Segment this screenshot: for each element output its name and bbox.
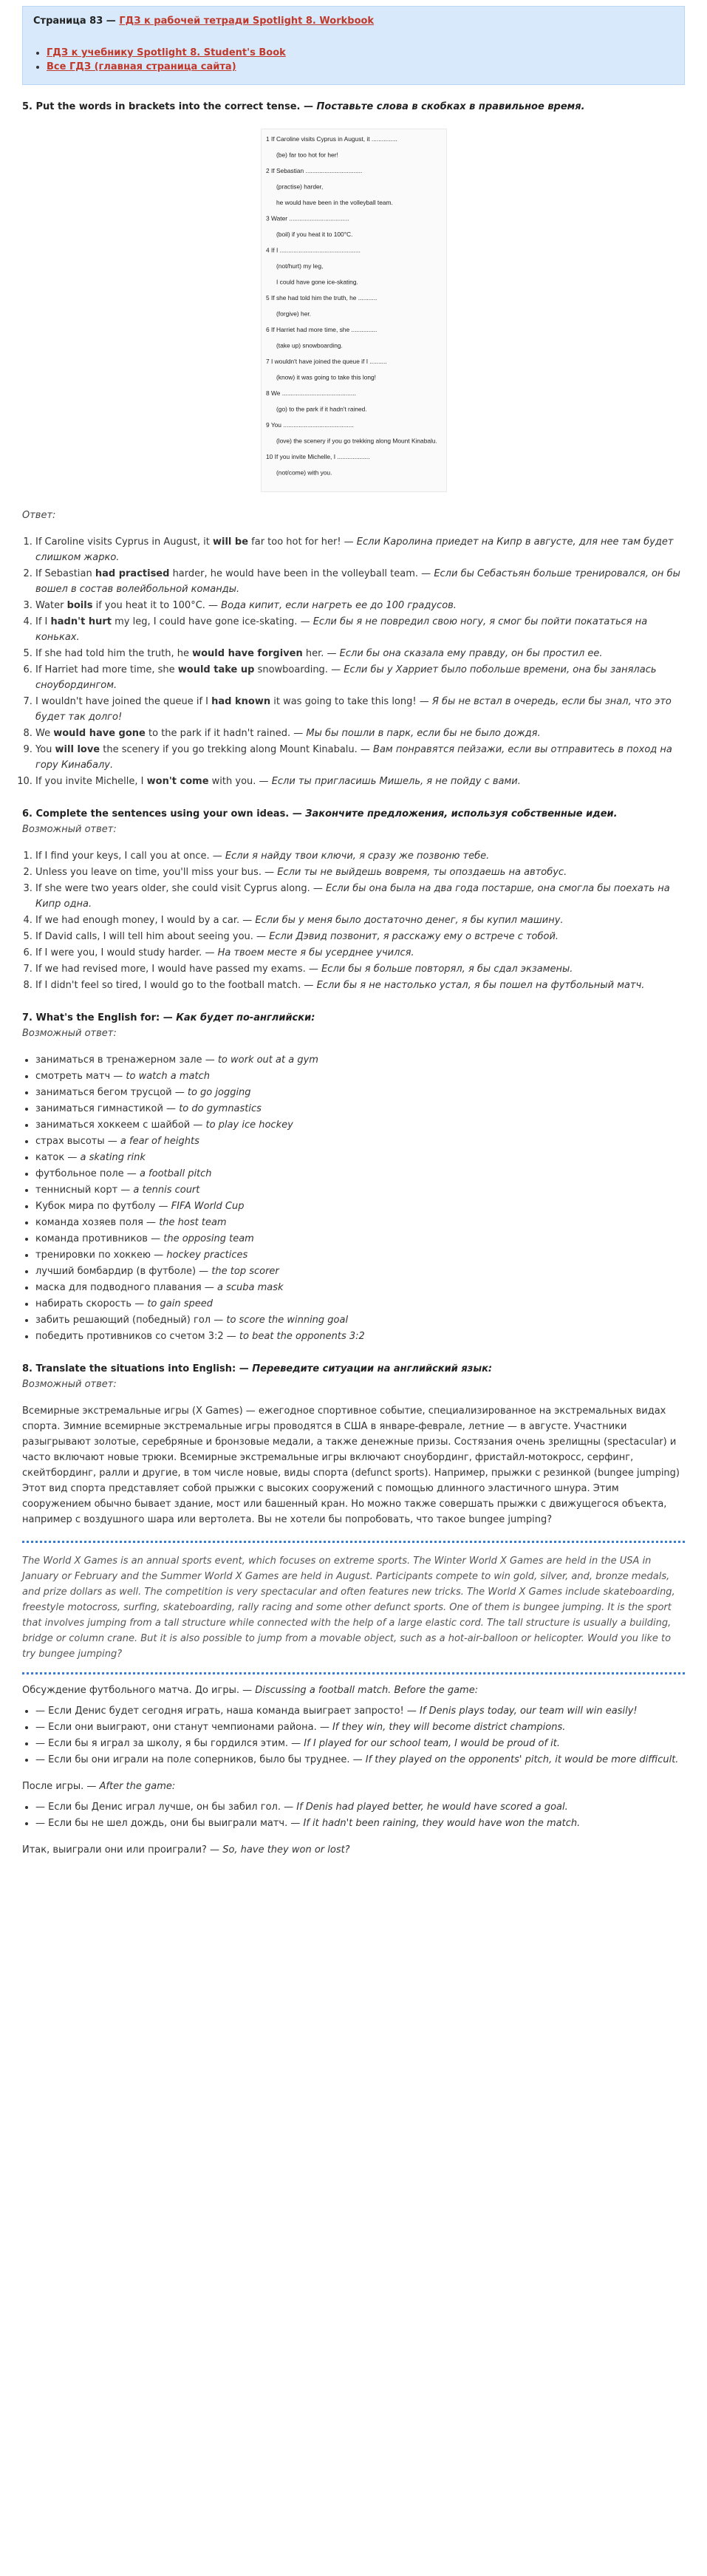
nav-link-item	[47, 61, 674, 72]
answer-text: her. —	[302, 648, 340, 659]
answer-verb: boils	[66, 600, 93, 611]
exercise-6-title-en: 6. Complete the sentences using your own ideas. —	[22, 808, 306, 820]
russian-phrase: команда противников —	[35, 1233, 164, 1244]
exercise-8-title	[22, 1363, 685, 1374]
english-phrase: to do gymnastics	[179, 1103, 262, 1114]
russian-phrase: заниматься в тренажерном зале —	[35, 1054, 218, 1066]
english-phrase: to score the winning goal	[226, 1315, 349, 1326]
answer-translation: Если я найду твои ключи, я сразу же позвоню тебе.	[225, 851, 490, 862]
answer-verb: won't come	[146, 776, 209, 787]
final-question	[22, 1844, 685, 1856]
scan-line: (love) the scenery if you go trekking along Mount Kinabalu.	[276, 437, 437, 445]
before-game-list	[22, 1703, 685, 1768]
russian-phrase: заниматься бегом трусцой —	[35, 1087, 188, 1098]
dotted-divider	[22, 1541, 685, 1543]
dialogue-line	[35, 1736, 685, 1751]
answer-translation: Если бы она была на два года постарше, она смогла бы поехать на Кипр одна.	[35, 883, 670, 910]
answer-translation: Если бы у Харриет было побольше времени, она бы занялась сноубордингом.	[35, 664, 657, 691]
vocabulary-item	[35, 1199, 685, 1214]
nav-links	[33, 47, 674, 72]
russian-phrase: теннисный корт —	[35, 1185, 134, 1196]
dialogue-line	[35, 1720, 685, 1735]
answer-text: Water	[35, 600, 67, 611]
english-translation: The World X Games is an annual sports event, which focuses on extreme sports. The Winter World X Games are held in the USA in January or February and the Summer World X Games are held in August. Participants compete to win gold, silver, and, bronze medals, and prize dollars as well. The competition is very spectacular and often features new tricks. The World X Games include skateboarding, freestyle motocross, surfing, skateboarding, rally racing and some other defunct sports. One of them is bungee jumping. It is the sport that involves jumping from a tall structure while connected with the help of a large elastic cord. The tall structure is usually a building, bridge or column crane. But it is also possible to jump from a movable object, such as a hot-air-balloon or helicopter. Would you like to try bungee jumping?	[22, 1556, 675, 1660]
exercise-7-title-ru: Как будет по-английски:	[176, 1012, 315, 1023]
answer-translation: Вода кипит, если нагреть ее до 100 градусов.	[221, 600, 457, 611]
scan-line: (know) it was going to take this long!	[276, 373, 376, 381]
vocabulary-item	[35, 1215, 685, 1230]
vocabulary-item	[35, 1150, 685, 1165]
scan-line: 6 If Harriet had more time, she ...............	[265, 326, 377, 333]
vocabulary-item	[35, 1231, 685, 1247]
answer-text: You	[35, 744, 55, 755]
english-phrase: to beat the opponents 3:2	[239, 1331, 365, 1342]
exercise-7-title-en: 7. What's the English for: —	[22, 1012, 177, 1023]
page-prefix: Страница 83 —	[33, 16, 120, 27]
answer-translation: Вам понравятся пейзажи, если вы отправитесь в поход на гору Кинабалу.	[35, 744, 672, 771]
scan-line: (take up) snowboarding.	[276, 341, 343, 350]
dialogue-line	[35, 1816, 685, 1831]
possible-answer-label: Возможный ответ:	[22, 824, 117, 835]
english-phrase: to go jogging	[187, 1087, 251, 1098]
russian-text: Всемирные экстремальные игры (X Games) — ежегодное спортивное событие, специализированное на экстремальных видах спорта. Зимние всемирные экстремальные игры проводятся в США в январе-феврале, летние — в августе. Участники разыгрывают золотые, серебряные и бронзовые медали, а также денежные призы. Состязания очень зрелищны (spectacular) и часто включают новые трюки. Всемирные экстремальные игры включают сноубординг, фристайл-мотокросс, серфинг, скейтбординг, ралли и другие, в том числе новые, виды спорта (defunct sports). Например, прыжки с резинкой (bungee jumping) Этот вид спорта представляет собой прыжки с высоких сооружений с помощью длинного эластичного шнура. Этим сооружением обычно бывает здание, мост или башенный кран. Но можно также совершать прыжки с движущегося объекта, например с воздушного шара или вертолета. Вы не хотели бы попробовать, что такое bungee jumping?	[22, 1405, 680, 1525]
answer-text: Unless you leave on time, you'll miss your bus. —	[35, 867, 278, 878]
vocabulary-item	[35, 1247, 685, 1263]
answer-verb: had known	[211, 696, 271, 707]
scan-line: (forgive) her.	[276, 310, 311, 318]
scan-line: (boil) if you heat it to 100°C.	[276, 231, 352, 238]
russian-phrase: тренировки по хоккею —	[35, 1250, 167, 1261]
russian-line: — Если они выиграют, они станут чемпионами района. —	[35, 1722, 332, 1733]
vocabulary-item	[35, 1101, 685, 1117]
exercise-5-title	[22, 101, 685, 112]
answer-translation: Я бы не встал в очередь, если бы знал, что это будет так долго!	[35, 696, 672, 723]
scan-line: 5 If she had told him the truth, he ...........	[265, 294, 377, 301]
vocabulary-item	[35, 1329, 685, 1344]
exercise-5-answers	[22, 534, 685, 789]
scan-line: (go) to the park if it hadn't rained.	[276, 405, 367, 413]
scan-line: I could have gone ice-skating.	[276, 278, 358, 286]
answer-item	[35, 566, 685, 597]
dialogue-line	[35, 1799, 685, 1815]
english-line: If they win, they will become district champions.	[332, 1722, 566, 1733]
dialogue-line	[35, 1703, 685, 1719]
answer-text: If we had revised more, I would have passed my exams. —	[35, 964, 322, 975]
dotted-divider	[22, 1672, 685, 1674]
exercise-5-title-ru: Поставьте слова в скобках в правильное время.	[316, 101, 585, 112]
final-question-ru: Итак, выиграли они или проиграли? —	[22, 1844, 223, 1856]
scan-line: (be) far too hot for her!	[276, 151, 338, 159]
scan-line: (not/come) with you.	[276, 468, 332, 477]
answer-translation: Если ты пригласишь Мишель, я не пойду с вами.	[271, 776, 521, 787]
russian-phrase: смотреть матч —	[35, 1071, 126, 1082]
english-phrase: to play ice hockey	[205, 1120, 293, 1131]
discussion-heading	[22, 1685, 685, 1696]
english-phrase: FIFA World Cup	[171, 1201, 245, 1212]
english-line: If it hadn't been raining, they would have won the match.	[303, 1818, 581, 1829]
english-phrase: to gain speed	[147, 1298, 213, 1309]
answer-translation: На твоем месте я бы усерднее учился.	[217, 947, 414, 958]
english-phrase: a skating rink	[80, 1152, 146, 1163]
scan-line: 4 If I ...............................................	[265, 246, 361, 254]
english-phrase: to work out at a gym	[217, 1054, 318, 1066]
vocabulary-item	[35, 1280, 685, 1295]
workbook-link[interactable]: ГДЗ к рабочей тетради Spotlight 8. Workbook	[119, 16, 375, 27]
answer-translation: Если бы у меня было достаточно денег, я бы купил машину.	[255, 915, 564, 926]
answer-item	[35, 614, 685, 645]
discussion-heading-en: Discussing a football match. Before the game:	[255, 1685, 479, 1696]
scan-line: he would have been in the volleyball team.	[276, 199, 393, 206]
answer-text: it was going to take this long! —	[270, 696, 432, 707]
english-phrase: the host team	[159, 1217, 227, 1228]
english-line: If Denis plays today, our team will win easily!	[420, 1706, 638, 1717]
answer-text: if you heat it to 100°C. —	[92, 600, 222, 611]
answer-verb: would have forgiven	[192, 648, 303, 659]
answer-verb: would take up	[177, 664, 255, 675]
answer-translation: Если ты не выйдешь вовремя, ты опоздаешь на автобус.	[277, 867, 567, 878]
vocabulary-item	[35, 1264, 685, 1279]
final-question-en: So, have they won or lost?	[222, 1844, 350, 1856]
answer-item	[35, 598, 685, 613]
after-game-heading-ru: После игры. —	[22, 1781, 100, 1792]
page-heading	[33, 16, 674, 27]
vocabulary-item	[35, 1166, 685, 1182]
english-phrase: a football pitch	[139, 1168, 212, 1179]
answer-verb: had practised	[95, 568, 170, 579]
exercise-6-title	[22, 808, 685, 820]
answer-item	[35, 881, 685, 912]
russian-phrase: заниматься хоккеем с шайбой —	[35, 1120, 206, 1131]
answer-item	[35, 774, 685, 789]
english-phrase: a tennis court	[133, 1185, 200, 1196]
answer-translation: Если бы она сказала ему правду, он бы простил ее.	[339, 648, 603, 659]
russian-phrase: футбольное поле —	[35, 1168, 140, 1179]
answer-translation: Если Каролина приедет на Кипр в августе, для нее там будет слишком жарко.	[35, 536, 674, 563]
answer-verb: will be	[212, 536, 249, 548]
answer-item	[35, 865, 685, 880]
answer-text: If we had enough money, I would by a car. —	[35, 915, 256, 926]
answer-translation: Если бы я не настолько устал, я бы пошел на футбольный матч.	[316, 980, 645, 991]
scan-line: 1 If Caroline visits Cyprus in August, it ...............	[265, 135, 397, 143]
english-line: If Denis had played better, he would have scored a goal.	[296, 1802, 568, 1813]
answer-text: If Sebastian	[35, 568, 95, 579]
nav-link-item	[47, 47, 674, 58]
english-phrase: a fear of heights	[120, 1136, 199, 1147]
answer-text: If I didn't feel so tired, I would go to the football match. —	[35, 980, 317, 991]
answer-text: snowboarding. —	[254, 664, 344, 675]
answer-label: Ответ:	[22, 510, 56, 521]
exercise-7-answers	[22, 1052, 685, 1344]
answer-text: If she had told him the truth, he	[35, 648, 193, 659]
dialogue-line	[35, 1752, 685, 1768]
workbook-exercise-scan	[262, 129, 446, 491]
answer-text: If Caroline visits Cyprus in August, it	[35, 536, 213, 548]
english-phrase: hockey practices	[166, 1250, 248, 1261]
exercise-5-title-en: 5. Put the words in brackets into the correct tense. —	[22, 101, 317, 112]
russian-phrase: Кубок мира по футболу —	[35, 1201, 171, 1212]
students-book-link[interactable]: ГДЗ к учебнику Spotlight 8. Student's Book	[47, 47, 286, 58]
scan-line: 2 If Sebastian .................................	[265, 167, 362, 174]
answer-verb: would have gone	[53, 728, 146, 739]
answer-translation: Если бы я больше повторял, я бы сдал экзамены.	[321, 964, 573, 975]
navigation-box	[22, 6, 685, 85]
exercise-8-title-ru: Переведите ситуации на английский язык:	[252, 1363, 493, 1374]
answer-item	[35, 913, 685, 928]
after-game-heading	[22, 1781, 685, 1792]
after-game-heading-en: After the game:	[99, 1781, 176, 1792]
exercise-7-title	[22, 1012, 685, 1023]
answer-text: If I were you, I would study harder. —	[35, 947, 218, 958]
vocabulary-item	[35, 1069, 685, 1084]
answer-text: If David calls, I will tell him about seeing you. —	[35, 931, 270, 942]
answer-item	[35, 848, 685, 864]
scan-line: 9 You .........................................	[265, 421, 354, 429]
vocabulary-item	[35, 1134, 685, 1149]
russian-phrase: страх высоты —	[35, 1136, 120, 1147]
possible-answer-label: Возможный ответ:	[22, 1028, 117, 1039]
english-line: If they played on the opponents' pitch, it would be more difficult.	[365, 1754, 679, 1765]
russian-line: — Если бы не шел дождь, они бы выиграли матч. —	[35, 1818, 304, 1829]
russian-line: — Если бы Денис играл лучше, он бы забил гол. —	[35, 1802, 297, 1813]
answer-verb: will love	[55, 744, 100, 755]
russian-phrase: заниматься гимнастикой —	[35, 1103, 180, 1114]
scan-line: 3 Water ...................................	[265, 214, 349, 222]
answer-item	[35, 961, 685, 977]
possible-answer-label: Возможный ответ:	[22, 1379, 117, 1390]
answer-item	[35, 534, 685, 565]
answer-item	[35, 646, 685, 661]
answer-item	[35, 726, 685, 741]
scan-line: (practise) harder,	[276, 183, 323, 191]
answer-verb: hadn't hurt	[50, 616, 112, 627]
russian-line: — Если Денис будет сегодня играть, наша команда выиграет запросто! —	[35, 1706, 420, 1717]
vocabulary-item	[35, 1312, 685, 1328]
english-phrase: a scuba mask	[216, 1282, 284, 1293]
scan-line: (not/hurt) my leg,	[276, 262, 323, 270]
vocabulary-item	[35, 1052, 685, 1068]
answer-item	[35, 742, 685, 773]
scan-line: 8 We ...........................................	[265, 389, 356, 397]
answer-text: the scenery if you go trekking along Mount Kinabalu. —	[100, 744, 374, 755]
exercise-8-title-en: 8. Translate the situations into English: —	[22, 1363, 253, 1374]
russian-line: — Если бы они играли на поле соперников, было бы труднее. —	[35, 1754, 366, 1765]
answer-item	[35, 978, 685, 993]
vocabulary-item	[35, 1182, 685, 1198]
russian-phrase: победить противников со счетом 3:2 —	[35, 1331, 239, 1342]
russian-phrase: набирать скорость —	[35, 1298, 148, 1309]
answer-text: to the park if it hadn't rained. —	[145, 728, 307, 739]
english-line: If I played for our school team, I would be proud of it.	[304, 1738, 561, 1749]
answer-item	[35, 662, 685, 693]
answer-text: If Harriet had more time, she	[35, 664, 178, 675]
answer-text: If she were two years older, she could visit Cyprus along. —	[35, 883, 326, 894]
home-link[interactable]: Все ГДЗ (главная страница сайта)	[47, 61, 236, 72]
vocabulary-item	[35, 1117, 685, 1133]
scan-line: 7 I wouldn't have joined the queue if I ..........	[265, 358, 387, 365]
vocabulary-item	[35, 1296, 685, 1312]
english-phrase: to watch a match	[126, 1071, 211, 1082]
answer-item	[35, 945, 685, 961]
russian-line: — Если бы я играл за школу, я бы гордился этим. —	[35, 1738, 304, 1749]
exercise-6-title-ru: Закончите предложения, используя собственные идеи.	[305, 808, 618, 820]
answer-item	[35, 929, 685, 944]
answer-text: with you. —	[208, 776, 272, 787]
workbook-exercise-image	[261, 129, 447, 492]
english-phrase: the top scorer	[211, 1266, 279, 1277]
answer-translation: Если бы я не повредил свою ногу, я смог бы пойти покататься на коньках.	[35, 616, 648, 643]
exercise-6-answers	[22, 848, 685, 993]
discussion-heading-ru: Обсуждение футбольного матча. До игры. —	[22, 1685, 256, 1696]
scan-line: 10 If you invite Michelle, I ...................	[265, 453, 370, 460]
russian-phrase: лучший бомбардир (в футболе) —	[35, 1266, 212, 1277]
answer-translation: Мы бы пошли в парк, если бы не было дождя.	[306, 728, 541, 739]
answer-text: I wouldn't have joined the queue if I	[35, 696, 212, 707]
english-phrase: the opposing team	[163, 1233, 254, 1244]
vocabulary-item	[35, 1085, 685, 1100]
russian-phrase: забить решающий (победный) гол —	[35, 1315, 227, 1326]
answer-text: If you invite Michelle, I	[35, 776, 147, 787]
answer-translation: Если Дэвид позвонит, я расскажу ему о встрече с тобой.	[269, 931, 559, 942]
russian-phrase: каток —	[35, 1152, 81, 1163]
answer-item	[35, 694, 685, 725]
answer-text: far too hot for her! —	[248, 536, 357, 548]
answer-text: my leg, I could have gone ice-skating. —	[111, 616, 313, 627]
answer-text: harder, he would have been in the volleyball team. —	[169, 568, 434, 579]
answer-text: If I	[35, 616, 51, 627]
answer-text: If I find your keys, I call you at once. —	[35, 851, 225, 862]
answer-text: We	[35, 728, 54, 739]
russian-phrase: маска для подводного плавания —	[35, 1282, 217, 1293]
after-game-list	[22, 1799, 685, 1831]
russian-phrase: команда хозяев поля —	[35, 1217, 160, 1228]
answer-translation: Если бы Себастьян больше тренировался, он бы вошел в состав волейбольной команды.	[35, 568, 680, 595]
